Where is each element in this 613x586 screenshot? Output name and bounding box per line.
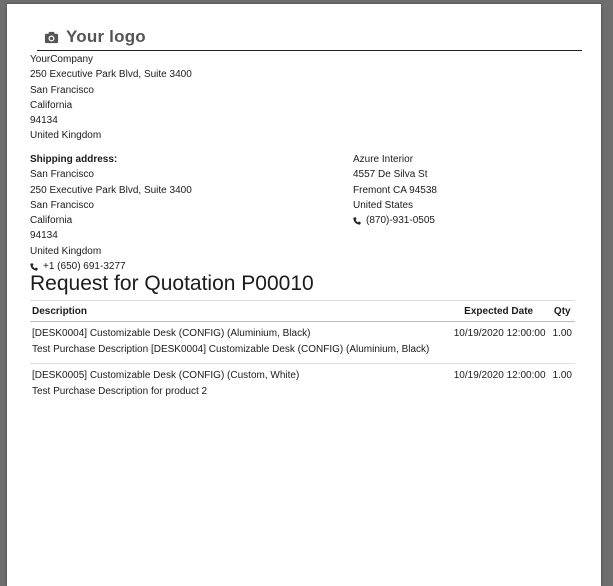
shipping-street: 250 Executive Park Blvd, Suite 3400 bbox=[30, 184, 192, 196]
vendor-phone-line bbox=[353, 213, 437, 228]
table-row bbox=[30, 364, 575, 406]
vendor-street: 4557 De Silva St bbox=[353, 169, 428, 181]
company-address bbox=[30, 52, 192, 144]
line-expected-date: 10/19/2020 12:00:00 bbox=[453, 370, 546, 381]
company-logo bbox=[44, 27, 146, 47]
shipping-state: California bbox=[30, 215, 73, 227]
company-country: United Kingdom bbox=[30, 130, 102, 142]
shipping-phone: +1 (650) 691-3277 bbox=[43, 261, 126, 273]
line-product: [DESK0004] Customizable Desk (CONFIG) (Aluminium, Black) bbox=[32, 328, 311, 339]
shipping-city-2: San Francisco bbox=[30, 199, 94, 211]
line-description bbox=[30, 322, 448, 364]
page-title: Request for Quotation P00010 bbox=[30, 272, 314, 295]
table-row bbox=[30, 322, 575, 364]
shipping-label: Shipping address: bbox=[30, 154, 118, 165]
vendor-country: United States bbox=[353, 199, 414, 211]
vendor-phone: (870)-931-0505 bbox=[366, 215, 435, 227]
company-street: 250 Executive Park Blvd, Suite 3400 bbox=[30, 69, 192, 81]
company-city: San Francisco bbox=[30, 84, 94, 96]
line-description bbox=[30, 364, 448, 406]
column-header-expected-date: Expected Date bbox=[448, 301, 550, 322]
line-expected-date: 10/19/2020 12:00:00 bbox=[448, 322, 550, 364]
line-qty: 1.00 bbox=[550, 322, 575, 364]
phone-icon bbox=[30, 263, 38, 271]
line-note: Test Purchase Description for product 2 bbox=[32, 385, 208, 397]
shipping-zip: 94134 bbox=[30, 230, 58, 242]
order-lines-table bbox=[30, 300, 575, 405]
line-note: Test Purchase Description [DESK0004] Customizable Desk (CONFIG) (Aluminium, Black) bbox=[32, 343, 430, 355]
vendor-city-line: Fremont CA 94538 bbox=[353, 184, 437, 196]
shipping-address bbox=[30, 152, 192, 274]
header-divider bbox=[37, 50, 582, 51]
vendor-name: Azure Interior bbox=[353, 154, 414, 165]
company-name: YourCompany bbox=[30, 54, 94, 65]
vendor-address bbox=[353, 152, 437, 228]
table-header-row bbox=[30, 301, 575, 322]
column-header-qty: Qty bbox=[550, 301, 575, 322]
line-product: [DESK0005] Customizable Desk (CONFIG) (Custom, White) bbox=[32, 370, 300, 381]
camera-icon bbox=[44, 30, 59, 45]
logo-text: Your logo bbox=[66, 27, 146, 46]
column-header-description: Description bbox=[30, 301, 448, 322]
line-qty: 1.00 bbox=[552, 370, 572, 381]
company-state: California bbox=[30, 99, 73, 111]
shipping-country: United Kingdom bbox=[30, 245, 102, 257]
shipping-city: San Francisco bbox=[30, 169, 94, 181]
phone-icon bbox=[353, 217, 361, 225]
company-zip: 94134 bbox=[30, 115, 58, 127]
